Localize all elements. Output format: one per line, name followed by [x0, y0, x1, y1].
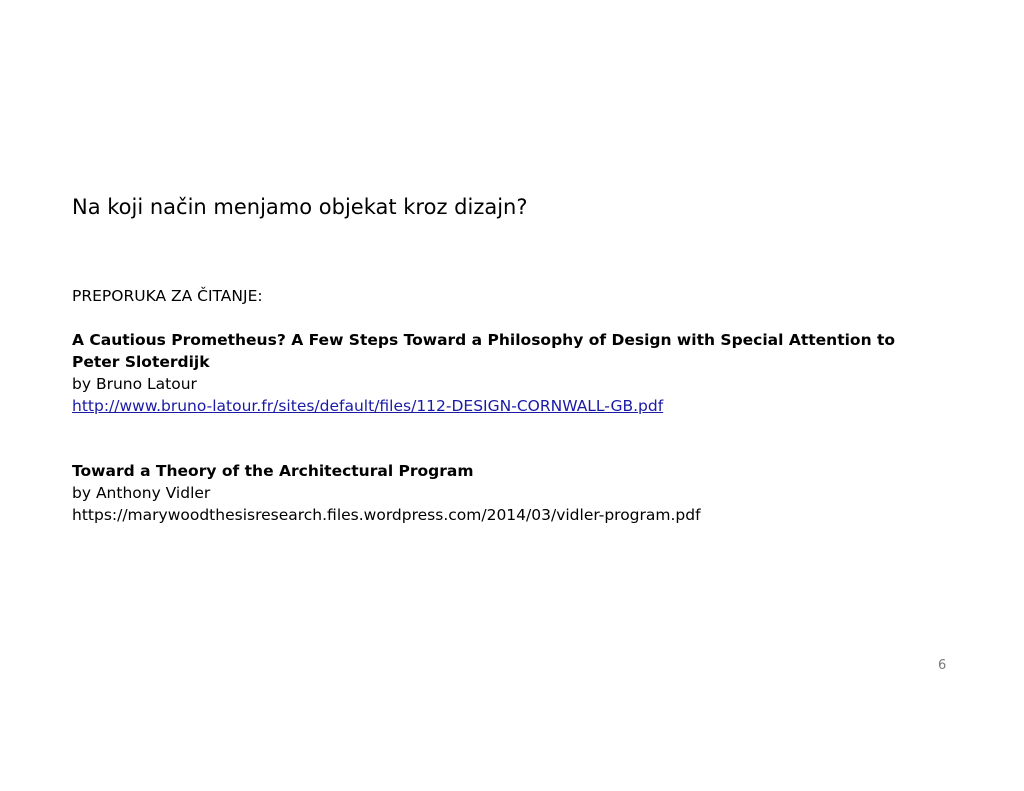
reading-entry-vidler — [72, 460, 942, 526]
slide-question: Na koji način menjamo objekat kroz dizajn? — [72, 195, 528, 219]
entry-title: A Cautious Prometheus? A Few Steps Toward a Philosophy of Design with Special Attention to Peter Sloterdijk — [72, 331, 896, 371]
entry-title: Toward a Theory of the Architectural Program — [72, 462, 474, 480]
entry-url-text: https://marywoodthesisresearch.files.wordpress.com/2014/03/vidler-program.pdf — [72, 506, 701, 524]
entry-author: by Bruno Latour — [72, 375, 197, 393]
entry-url-link[interactable]: http://www.bruno-latour.fr/sites/default/files/112-DESIGN-CORNWALL-GB.pdf — [72, 397, 664, 415]
reading-entry-latour — [72, 329, 942, 417]
page-number: 6 — [938, 658, 947, 673]
recommendation-heading: PREPORUKA ZA ČITANJE: — [72, 287, 263, 305]
entry-author: by Anthony Vidler — [72, 484, 211, 502]
reading-recommendation — [72, 285, 942, 526]
